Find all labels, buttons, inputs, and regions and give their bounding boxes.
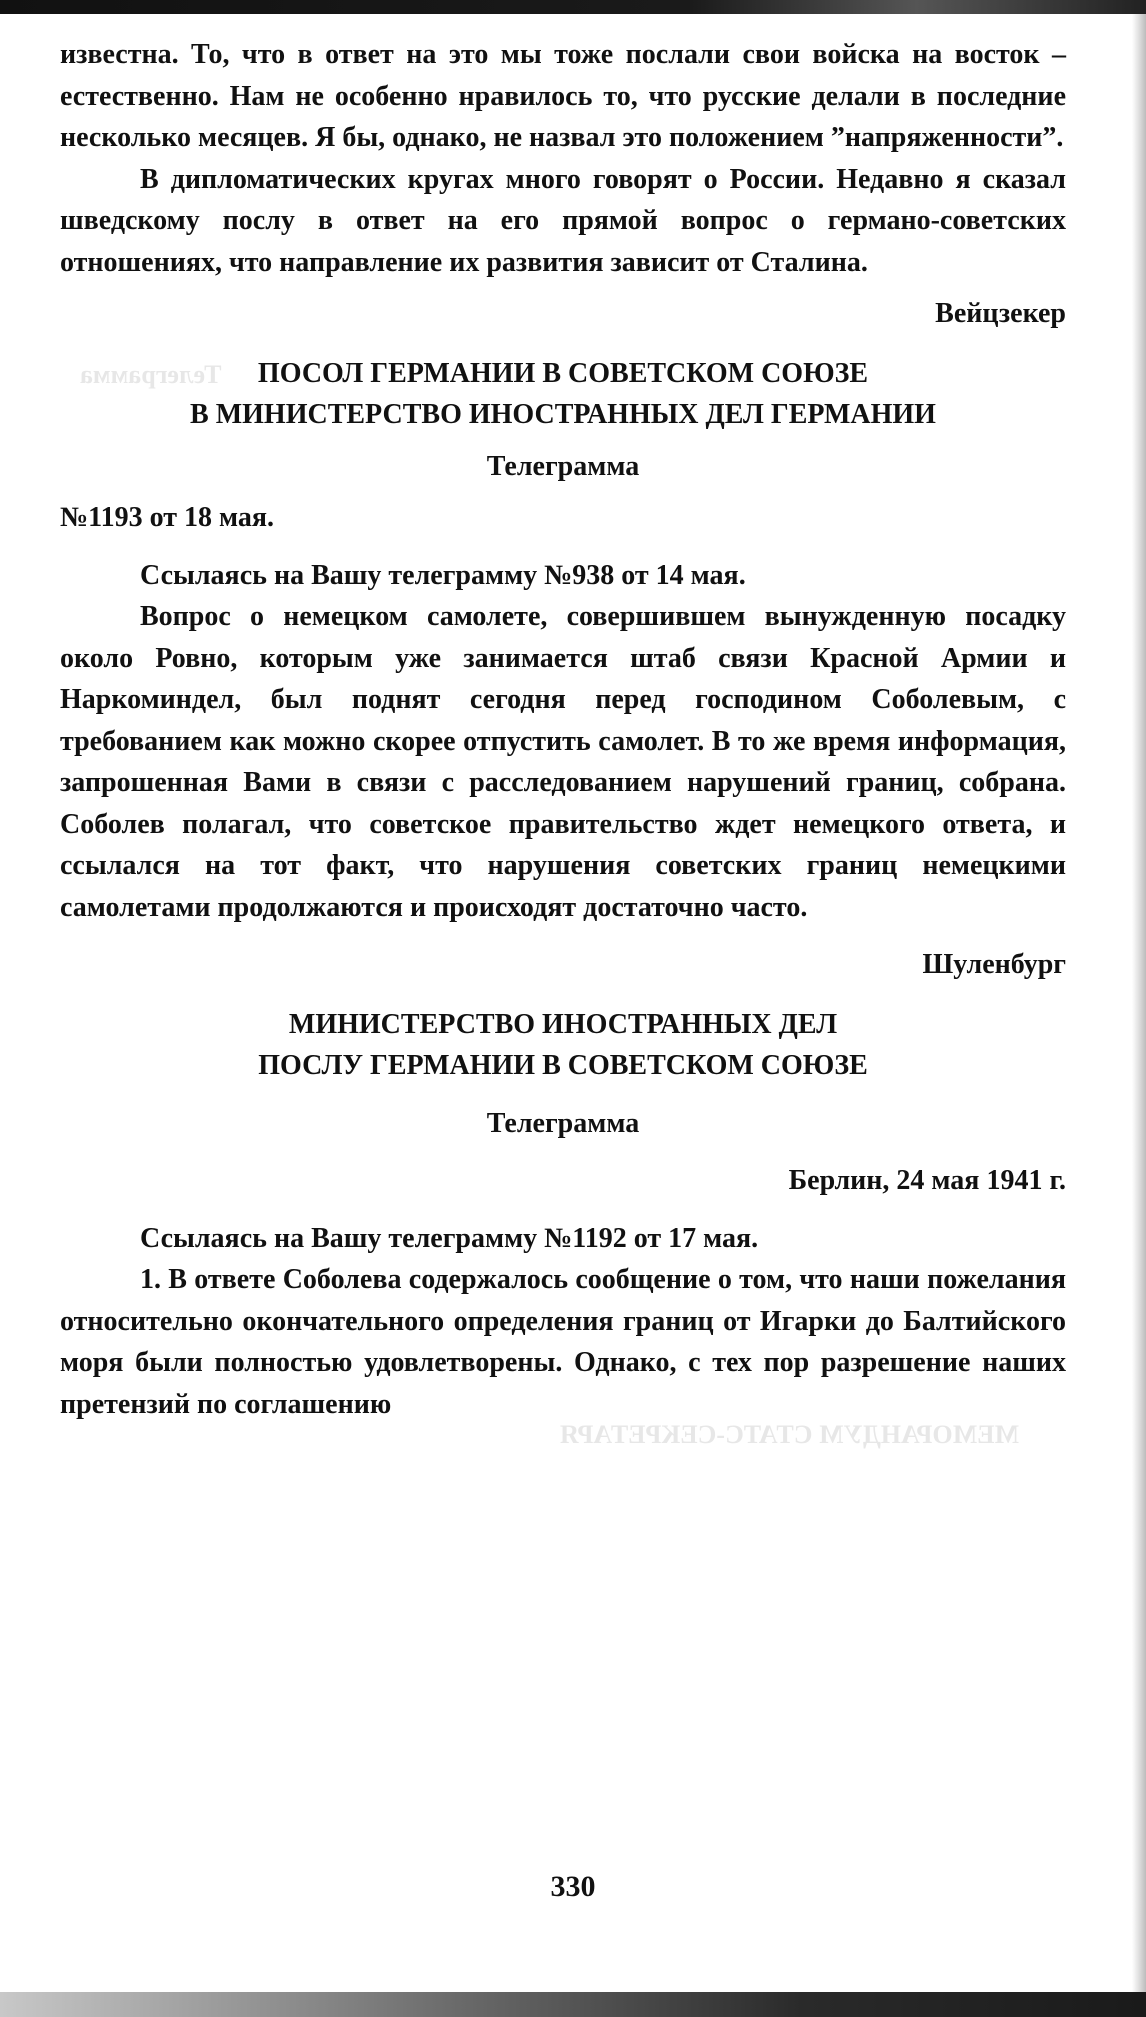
doc2-heading-line2: ПОСЛУ ГЕРМАНИИ В СОВЕТСКОМ СОЮЗЕ bbox=[258, 1050, 868, 1081]
scan-right-edge bbox=[1132, 14, 1146, 1992]
doc1-heading-line1: ПОСОЛ ГЕРМАНИИ В СОВЕТСКОМ СОЮЗЕ bbox=[257, 357, 869, 389]
doc2-reference: Ссылаясь на Вашу телеграмму №1192 от 17 мая. bbox=[140, 1222, 759, 1254]
doc2-place-date: Берлин, 24 мая 1941 г. bbox=[788, 1165, 1066, 1196]
doc1-body: Вопрос о немецком самолете, совершившем вынужденную посадку около Ровно, которым уже занимается штаб связи Красной Армии и Наркоминдел, был поднят сегодня перед господином Соболевым, с требованием как можно скорее отпустить самолет. В то же время информация, запрошенная Вами в связи с расследованием нарушений границ, собрана. Соболев полагал, что советское правительство ждет немецкого ответа, и ссылался на тот факт, что нарушения советских границ немецкими самолетами продолжаются и происходят достаточно часто. bbox=[60, 601, 1066, 923]
document-page bbox=[60, 34, 1066, 1425]
doc1-reference: Ссылаясь на Вашу телеграмму №938 от 14 мая. bbox=[140, 559, 746, 591]
page-number: 330 bbox=[550, 1870, 596, 1903]
doc1-type: Телеграмма bbox=[486, 450, 640, 482]
doc2-heading-line1: МИНИСТЕРСТВО ИНОСТРАННЫХ ДЕЛ bbox=[288, 1008, 838, 1040]
paragraph: В дипломатических кругах много говорят о России. Недавно я сказал шведскому послу в ответ на его прямой вопрос о германо-советских отношениях, что направление их развития зависит от Сталина. bbox=[60, 163, 1066, 278]
doc2-body: 1. В ответе Соболева содержалось сообщение о том, что наши пожелания относительно окончательного определения границ от Игарки до Балтийского моря были полностью удовлетворены. Однако, с тех пор разрешение наших претензий по соглашению bbox=[60, 1264, 1066, 1420]
bleed-through-reverse-text: МЕМОРАНДУМ СТАТС-СЕКРЕТАРЯ bbox=[560, 1420, 1019, 1449]
scan-top-edge bbox=[0, 0, 1146, 14]
signature-weizsaecker: Вейцзекер bbox=[935, 298, 1066, 329]
paragraph-continued: известна. То, что в ответ на это мы тоже послали свои войска на восток – естественно. Нам не особенно нравилось то, что русские делали в последние несколько месяцев. Я бы, однако, не назвал это положением ”напряженности”. bbox=[60, 39, 1066, 153]
signature-schulenburg: Шуленбург bbox=[922, 949, 1066, 980]
doc1-number: №1193 от 18 мая. bbox=[60, 502, 275, 533]
doc2-type: Телеграмма bbox=[486, 1107, 640, 1139]
scan-bottom-edge bbox=[0, 1992, 1146, 2017]
bleed-through-reverse-text: Телеграмма bbox=[80, 360, 222, 389]
doc1-heading-line2: В МИНИСТЕРСТВО ИНОСТРАННЫХ ДЕЛ ГЕРМАНИИ bbox=[190, 399, 936, 430]
